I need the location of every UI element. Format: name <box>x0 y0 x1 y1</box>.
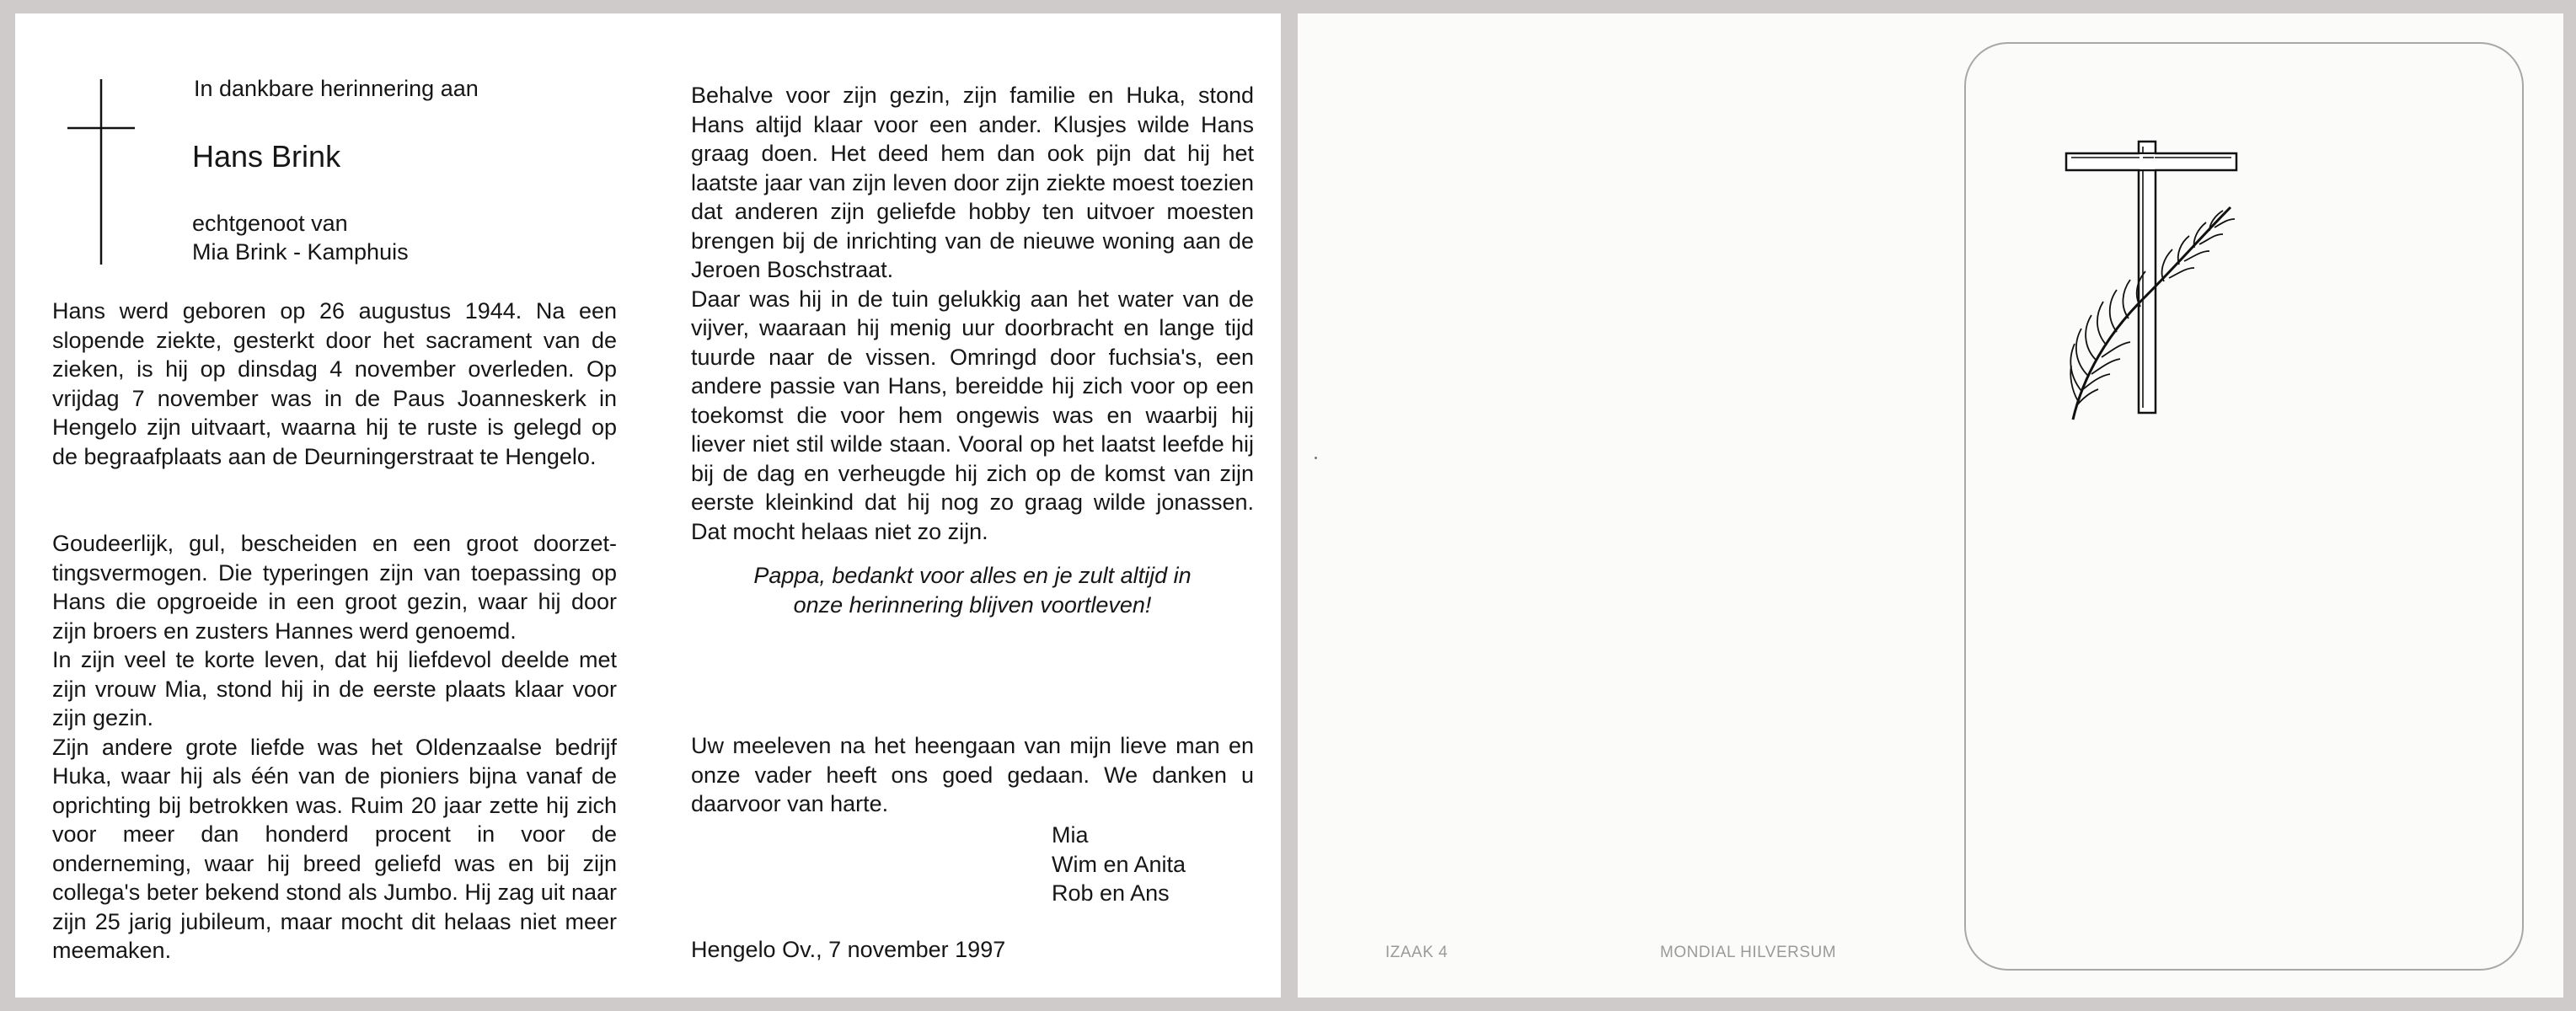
quote-line-2: onze herinnering blijven voortleven! <box>793 591 1152 618</box>
printer-name: MONDIAL HILVERSUM <box>1660 944 1837 961</box>
obituary-paragraph: Hans werd geboren op 26 augustus 1944. Na een slopende ziekte, gesterkt door het sacrament van de zieken, is hij op dinsdag 4 november overleden. Op vrijdag 7 november was in de Paus Joanneskerk in Hengelo zijn uitvaart, waarna hij te ruste is gelegd op de begraafplaats aan de Deurningerstraat te Hengelo. <box>52 298 617 469</box>
signers-list <box>1052 821 1186 908</box>
intro-text: In dankbare herinnering aan <box>194 76 479 101</box>
quote-line-1: Pappa, bedankt voor alles en je zult altijd in <box>753 563 1192 588</box>
signer: Mia <box>1052 822 1089 848</box>
biography-paragraph-1: Goudeerlijk, gul, bescheiden en een groot doorzettingsvermogen. Die typeringen zijn van toepassing op Hans die opgroeide in een groot gezin, waar hij door zijn broers en zusters Hannes werd genoemd. <box>52 531 617 644</box>
place-date: Hengelo Ov., 7 november 1997 <box>691 937 1006 962</box>
biography-paragraph-4: Behalve voor zijn gezin, zijn familie en Huka, stond Hans altijd klaar voor een ander. Klusjes wilde Hans graag doen. Het deed hem dan ook pijn dat hij het laatste jaar van zijn leven door zijn ziekte moest toezien dat anderen zijn geliefde hobby ten uitvoer moesten brengen bij de inrichting van de nieuwe woning aan de Jeroen Boschstraat. <box>691 83 1254 282</box>
cross-icon <box>67 79 148 265</box>
biography-block <box>52 529 617 966</box>
farewell-quote <box>691 561 1254 619</box>
biography-block-2 <box>691 81 1254 546</box>
printer-code: IZAAK 4 <box>1385 944 1449 961</box>
paper-speck <box>1315 457 1317 459</box>
biography-paragraph-5: Daar was hij in de tuin gelukkig aan het water van de vijver, waaraan hij menig uur doorbracht en lange tijd tuurde naar de vissen. Omringd door fuchsia's, een andere passie van Hans, bereidde hij zich voor op een toekomst die voor hem ongewis was en waarbij hij liever niet stil wilde staan. Vooral op het laatst leefde hij bij de dag en verheugde hij zich op de komst van zijn eerste kleinkind dat hij nog zo graag wilde jonassen. Dat mocht helaas niet zo zijn. <box>691 286 1254 544</box>
cross-with-palm-icon <box>2058 123 2260 435</box>
signer: Rob en Ans <box>1052 880 1170 906</box>
thanks-paragraph: Uw meeleven na het heengaan van mijn lieve man en onze vader heeft ons goed gedaan. We danken u daarvoor van harte. <box>691 733 1254 816</box>
signer: Wim en Anita <box>1052 851 1186 877</box>
spouse-block <box>192 209 409 266</box>
biography-paragraph-2: In zijn veel te korte leven, dat hij liefdevol deelde met zijn vrouw Mia, stond hij in de eerste plaats klaar voor zijn gezin. <box>52 647 617 730</box>
inner-page <box>15 13 1281 998</box>
deceased-name: Hans Brink <box>192 139 341 174</box>
spouse-line-2: Mia Brink - Kamphuis <box>192 239 409 265</box>
spouse-line-1: echtgenoot van <box>192 211 348 236</box>
cover-page <box>1298 13 2563 998</box>
biography-paragraph-3: Zijn andere grote liefde was het Oldenzaalse bedrijf Huka, waar hij als één van de pioniers bijna vanaf de oprichting bij betrokken was. Ruim 20 jaar zette hij zich voor meer dan honderd procent in voor de onderneming, waar hij breed geliefd was en bij zijn collega's beter bekend stond als Jumbo. Hij zag uit naar zijn 25 jarig jubileum, maar mocht dit helaas niet meer meemaken. <box>52 734 617 963</box>
